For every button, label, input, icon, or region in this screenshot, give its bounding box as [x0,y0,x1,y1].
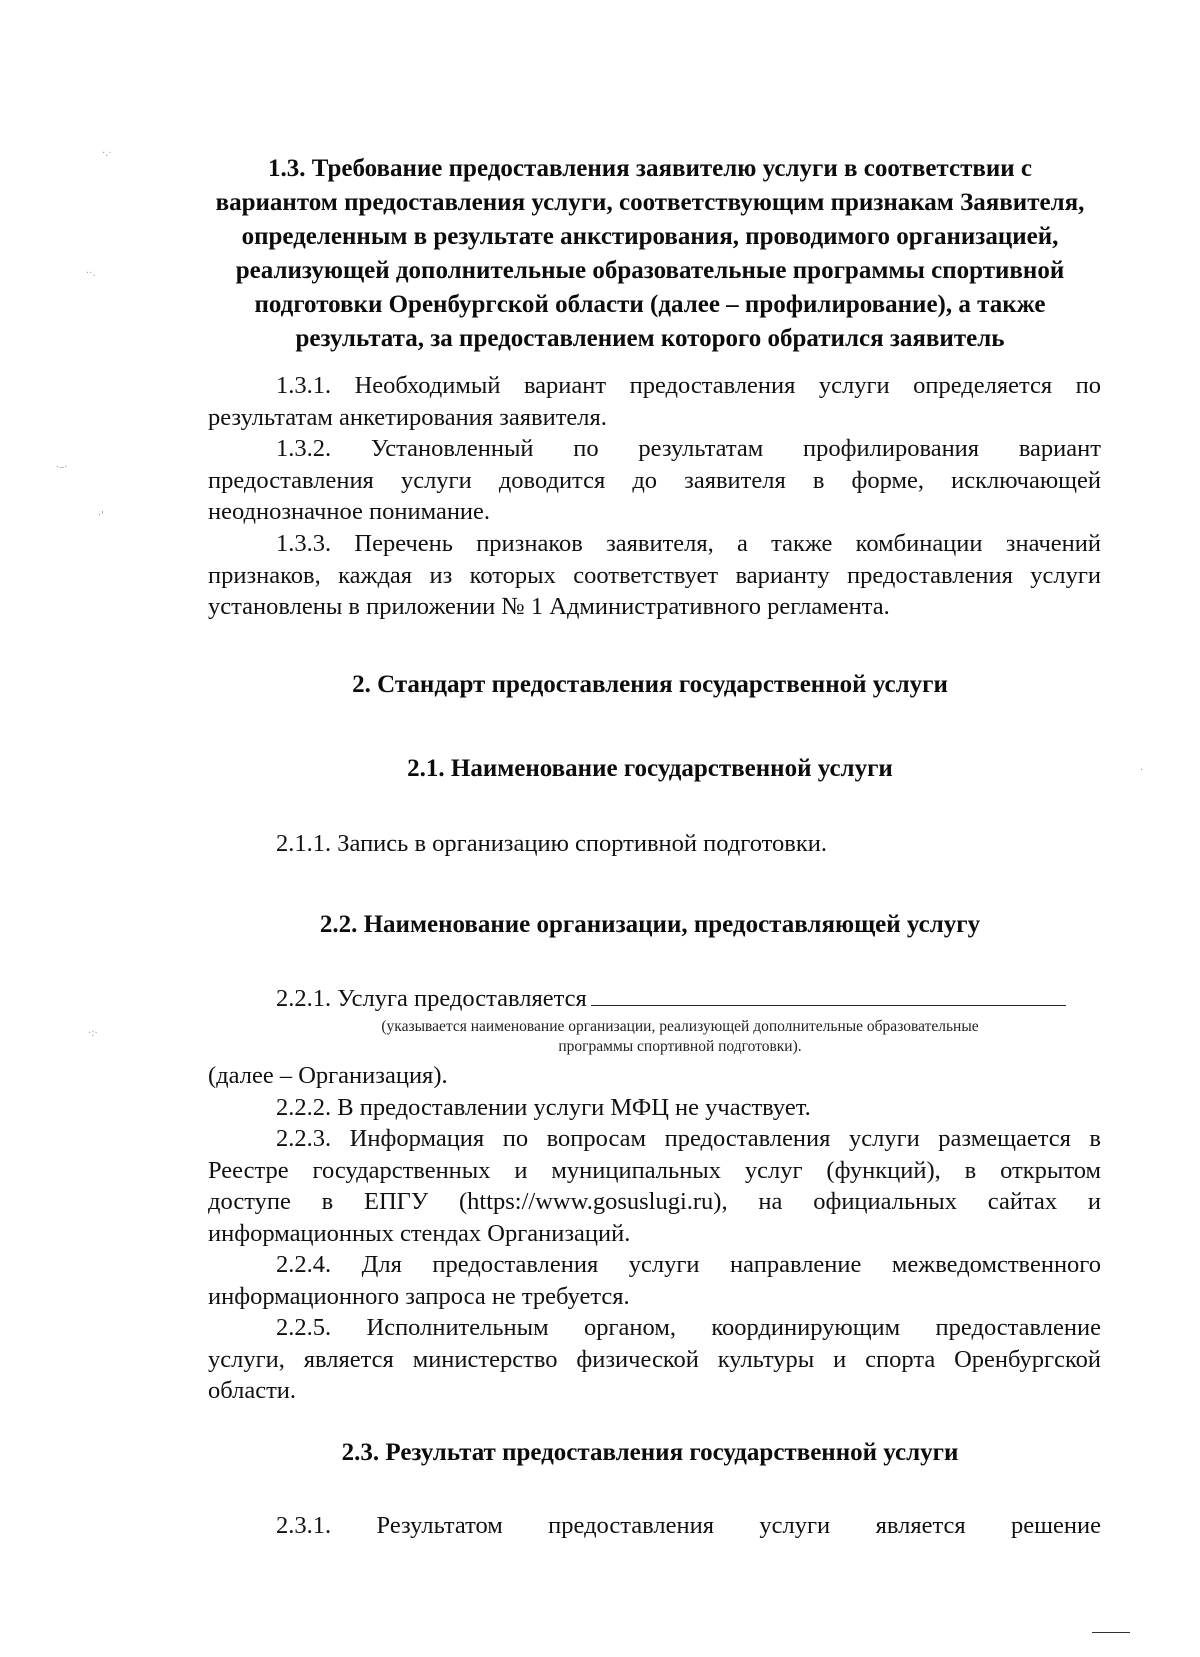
heading-line: результата, за предоставлением которого обратился заявитель [295,325,1005,352]
scan-speck: ·:· [88,1028,98,1039]
text-line: доступе в ЕПГУ (https://www.gosuslugi.ru), на официальных сайтах и [208,1188,1101,1215]
section-2-1-heading [210,752,1090,786]
annotation-note [280,1017,1080,1057]
scan-edge-mark [1092,1632,1130,1633]
section-2-3-heading [210,1436,1090,1470]
scan-speck: ·' [98,510,104,521]
text-line: результатам анкетирования заявителя. [208,403,607,431]
text-line: 2.2.4. Для предоставления услуги направление межведомственного [276,1251,1101,1278]
text-fragment: 2.2.1. Услуга предоставляется [276,985,587,1012]
text-line: предоставления услуги доводится до заявителя в форме, исключающей [208,466,1101,494]
paragraph-1-3-1 [208,370,1101,433]
paragraph-1-3-2 [208,433,1101,528]
scan-speck: · [1140,765,1144,776]
paragraph-2-2-1-continuation [208,1060,1101,1407]
text-line: 2.2.5. Исполнительным органом, координирующим предоставление [276,1314,1101,1341]
heading-line: вариантом предоставления услуги, соответствующим признакам Заявителя, [215,189,1085,216]
heading-line: 2.2. Наименование организации, предоставляющей услугу [319,911,981,938]
heading-line: 1.3. Требование предоставления заявителю услуги в соответствии с [267,155,1033,182]
heading-line: подготовки Оренбургской области (далее – профилирование), а также [254,291,1046,318]
heading-line: 2. Стандарт предоставления государственной услуги [352,671,948,698]
text-line: информационных стендах Организаций. [208,1219,631,1247]
text-line: 2.2.3. Информация по вопросам предоставления услуги размещается в [276,1125,1101,1152]
paragraph-1-3-3 [208,528,1101,623]
heading-line: 2.1. Наименование государственной услуги [407,755,893,782]
text-line: 2.2.2. В предоставлении услуги МФЦ не участвует. [276,1093,811,1121]
section-2-heading [210,668,1090,702]
text-line: области. [208,1377,297,1404]
text-line: (далее – Организация). [208,1062,448,1089]
text-line: 1.3.3. Перечень признаков заявителя, а также комбинации значений [276,530,1101,557]
text-line: 1.3.1. Необходимый вариант предоставления услуги определяется по [276,372,1101,399]
heading-line: 2.3. Результат предоставления государственной услуги [341,1439,959,1466]
fill-in-blank-line [591,987,1066,1006]
text-line: неоднозначное понимание. [208,498,491,525]
text-line [208,983,1101,1015]
text-line: 2.3.1. Результатом предоставления услуги является решение [276,1512,1101,1539]
text-line: 1.3.2. Установленный по результатам профилирования вариант [276,435,1101,462]
heading-line: реализующей дополнительные образовательные программы спортивной [235,257,1065,284]
heading-line: определенным в результате анкстирования, проводимого организацией, [241,223,1059,250]
paragraph-2-2-1 [208,983,1101,1015]
paragraph-2-3-1 [208,1510,1101,1542]
text-line: информационного запроса не требуется. [208,1282,630,1310]
scan-speck: ·–· [56,462,68,473]
note-line: программы спортивной подготовки). [558,1038,802,1055]
text-line: услуги, является министерство физической культуры и спорта Оренбургской [208,1345,1101,1373]
scan-speck: ·.· [102,148,112,159]
section-2-2-heading [210,908,1090,942]
scan-speck: ··. [86,268,96,279]
text-line: установлены в приложении № 1 Административного регламента. [208,593,890,620]
text-line: 2.1.1. Запись в организацию спортивной подготовки. [276,830,827,857]
text-line: признаков, каждая из которых соответствует варианту предоставления услуги [208,561,1101,589]
text-line: Реестре государственных и муниципальных услуг (функций), в открытом [208,1156,1101,1184]
paragraph-2-1-1 [208,828,1101,860]
note-line: (указывается наименование организации, реализующей дополнительные образовательные [381,1018,979,1035]
section-1-3-heading [210,152,1090,356]
